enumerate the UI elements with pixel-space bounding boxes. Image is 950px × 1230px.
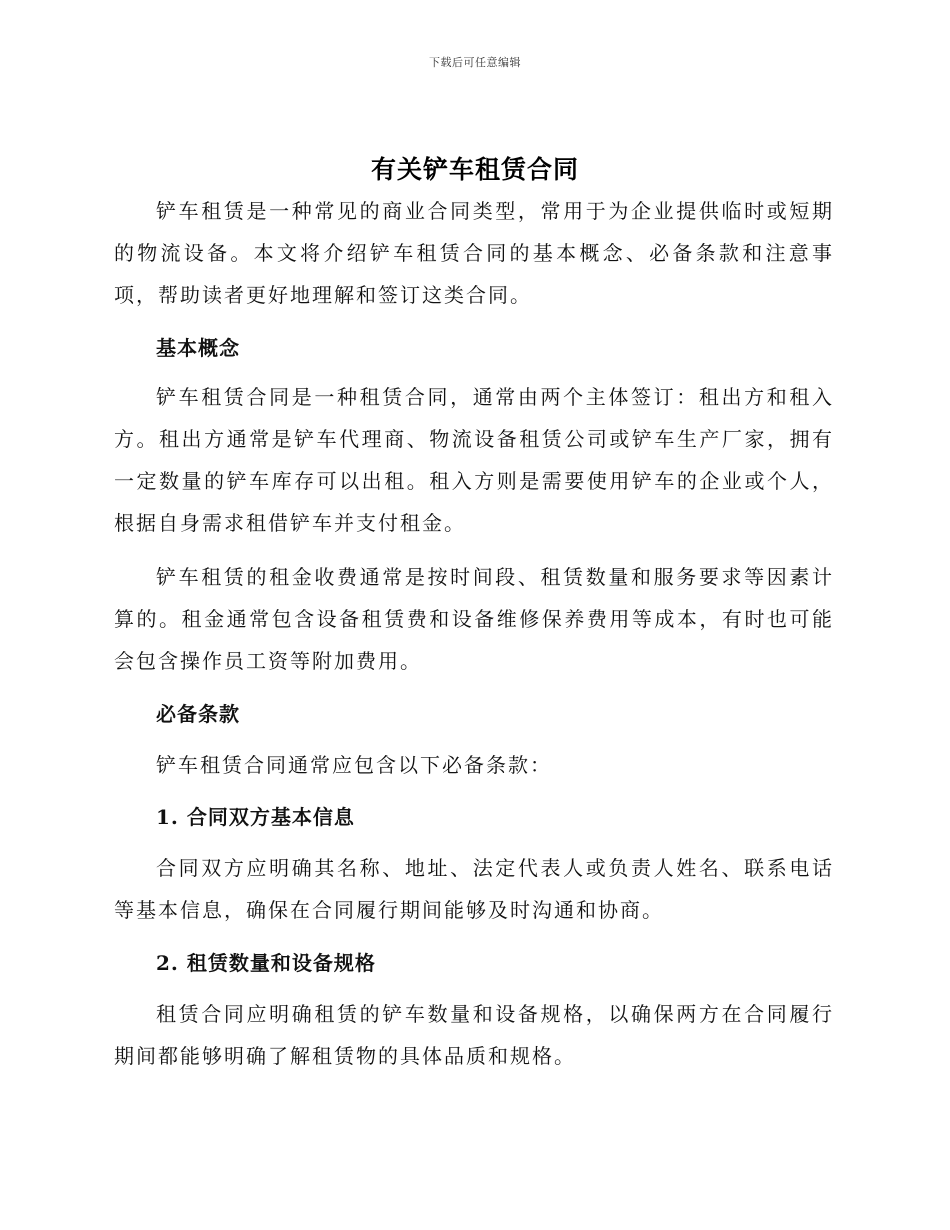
term-1-text: 合同双方应明确其名称、地址、法定代表人或负责人姓名、联系电话等基本信息，确保在合同履行期间能够及时沟通和协商。 xyxy=(114,856,834,922)
term-2-text-block xyxy=(114,993,834,1077)
intro-block xyxy=(114,190,834,316)
basic-para2-block xyxy=(114,556,834,682)
terms-intro-block xyxy=(114,744,834,786)
section-basic xyxy=(114,327,834,369)
basic-paragraph-1: 铲车租赁合同是一种租赁合同，通常由两个主体签订：租出方和租入方。租出方通常是铲车代理商、物流设备租赁公司或铲车生产厂家，拥有一定数量的铲车库存可以出租。租入方则是需要使用铲车的企业或个人，根据自身需求租借铲车并支付租金。 xyxy=(114,385,834,535)
term-1-text-block xyxy=(114,847,834,931)
section-terms xyxy=(114,693,834,735)
intro-paragraph: 铲车租赁是一种常见的商业合同类型，常用于为企业提供临时或短期的物流设备。本文将介绍铲车租赁合同的基本概念、必备条款和注意事项，帮助读者更好地理解和签订这类合同。 xyxy=(114,199,834,307)
term-1-heading: 1. 合同双方基本信息 xyxy=(156,805,355,829)
terms-intro-paragraph: 铲车租赁合同通常应包含以下必备条款： xyxy=(156,753,552,777)
term-2-text: 租赁合同应明确租赁的铲车数量和设备规格，以确保两方在合同履行期间都能够明确了解租赁物的具体品质和规格。 xyxy=(114,1002,834,1068)
term-1-heading-block xyxy=(114,796,834,838)
term-2-heading-block xyxy=(114,942,834,984)
section-heading-terms: 必备条款 xyxy=(156,702,240,726)
document-title: 有关铲车租赁合同 xyxy=(370,155,579,184)
section-heading-basic: 基本概念 xyxy=(156,336,240,360)
basic-para1-block xyxy=(114,376,834,544)
header-note: 下载后可任意编辑 xyxy=(429,56,521,69)
basic-paragraph-2: 铲车租赁的租金收费通常是按时间段、租赁数量和服务要求等因素计算的。租金通常包含设备租赁费和设备维修保养费用等成本，有时也可能会包含操作员工资等附加费用。 xyxy=(114,565,834,673)
term-2-heading: 2. 租赁数量和设备规格 xyxy=(156,951,376,975)
